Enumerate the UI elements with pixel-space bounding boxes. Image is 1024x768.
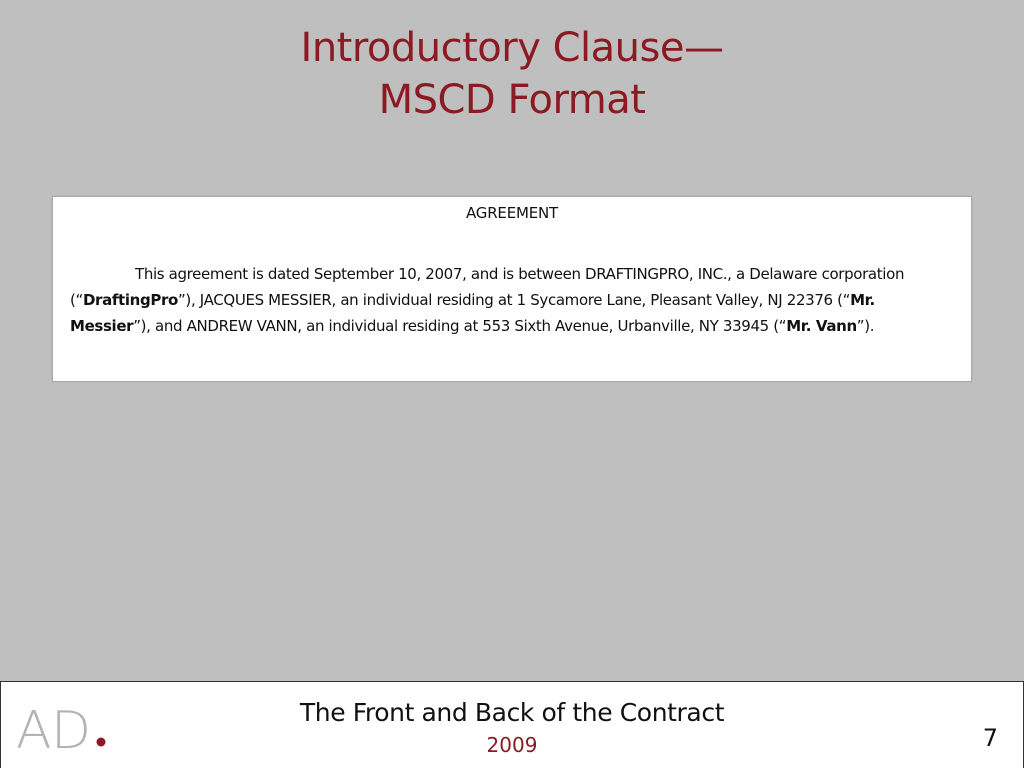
defined-term-mr-messier: Mr. Messier: [70, 291, 875, 335]
slide-footer: [0, 681, 1024, 768]
slide-title: [0, 22, 1024, 126]
clause-text-part-2: ”), JACQUES MESSIER, an individual residing at 1 Sycamore Lane, Pleasant Valley, NJ 22376 (“: [178, 291, 851, 309]
introductory-clause-text: [70, 261, 930, 339]
page-number: 7: [982, 724, 998, 752]
clause-text-part-3: ”), and ANDREW VANN, an individual residing at 553 Sixth Avenue, Urbanville, NY 33945 (“: [133, 317, 787, 335]
defined-term-draftingpro: DraftingPro: [82, 291, 179, 309]
logo-letter-d: D: [51, 701, 92, 752]
defined-term-mr-vann: Mr. Vann: [786, 317, 857, 335]
agreement-excerpt: [52, 196, 972, 382]
slide-title-line-1: Introductory Clause—: [300, 25, 724, 71]
clause-text-part-4: ”).: [856, 317, 875, 335]
footer-title: The Front and Back of the Contract: [299, 698, 725, 727]
agreement-heading: AGREEMENT: [465, 204, 558, 222]
clause-text-part-1: This agreement is dated September 10, 2007, and is between DRAFTINGPRO, INC., a Delaware corporation (“: [70, 265, 905, 309]
footer-year: 2009: [486, 733, 538, 757]
logo-letter-a: A: [16, 701, 52, 752]
slide-title-line-2: MSCD Format: [378, 77, 646, 123]
